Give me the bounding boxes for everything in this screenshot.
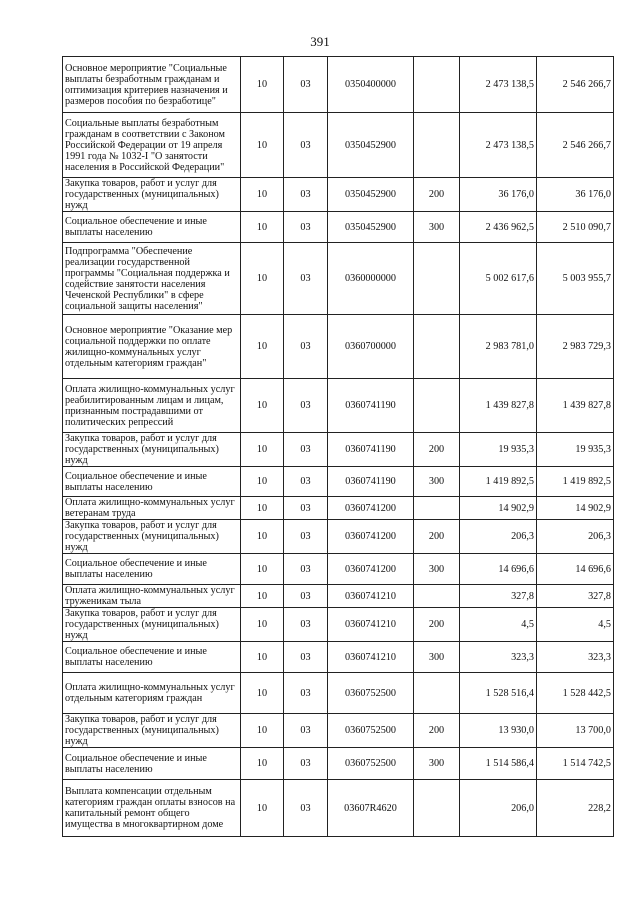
- row-description: Закупка товаров, работ и услуг для государственных (муниципальных) нужд: [63, 714, 241, 748]
- table-row: [63, 585, 614, 608]
- amount-year-2: 36 176,0: [537, 178, 614, 212]
- amount-year-2: 1 528 442,5: [537, 673, 614, 714]
- row-description: Закупка товаров, работ и услуг для государственных (муниципальных) нужд: [63, 520, 241, 554]
- section-code: 10: [241, 714, 284, 748]
- expense-type-code: 300: [414, 467, 460, 497]
- expense-type-code: [414, 243, 460, 315]
- amount-year-1: 1 419 892,5: [460, 467, 537, 497]
- section-code: 10: [241, 585, 284, 608]
- section-code: 10: [241, 57, 284, 113]
- section-code: 10: [241, 520, 284, 554]
- target-article-code: 0360741210: [328, 642, 414, 673]
- row-description: Основное мероприятие "Социальные выплаты безработным гражданам и оптимизация критериев назначения и размеров пособия по безработице": [63, 57, 241, 113]
- subsection-code: 03: [284, 554, 328, 585]
- expense-type-code: [414, 57, 460, 113]
- target-article-code: 0360741190: [328, 467, 414, 497]
- table-row: [63, 433, 614, 467]
- table-row: [63, 243, 614, 315]
- subsection-code: 03: [284, 467, 328, 497]
- table-row: [63, 554, 614, 585]
- section-code: 10: [241, 113, 284, 178]
- target-article-code: 0360741190: [328, 433, 414, 467]
- row-description: Социальное обеспечение и иные выплаты населению: [63, 748, 241, 780]
- amount-year-2: 1 514 742,5: [537, 748, 614, 780]
- expense-type-code: [414, 497, 460, 520]
- target-article-code: 0360741210: [328, 585, 414, 608]
- target-article-code: 0350452900: [328, 178, 414, 212]
- amount-year-2: 2 510 090,7: [537, 212, 614, 243]
- subsection-code: 03: [284, 243, 328, 315]
- table-body: [63, 57, 614, 837]
- section-code: 10: [241, 212, 284, 243]
- target-article-code: 0360700000: [328, 315, 414, 379]
- row-description: Оплата жилищно-коммунальных услуг труженикам тыла: [63, 585, 241, 608]
- row-description: Основное мероприятие "Оказание мер социальной поддержки по оплате жилищно-коммунальных услуг отдельным категориям граждан": [63, 315, 241, 379]
- row-description: Закупка товаров, работ и услуг для государственных (муниципальных) нужд: [63, 178, 241, 212]
- amount-year-1: 2 473 138,5: [460, 113, 537, 178]
- subsection-code: 03: [284, 642, 328, 673]
- subsection-code: 03: [284, 608, 328, 642]
- section-code: 10: [241, 315, 284, 379]
- section-code: 10: [241, 780, 284, 837]
- target-article-code: 0360741210: [328, 608, 414, 642]
- amount-year-1: 5 002 617,6: [460, 243, 537, 315]
- table-row: [63, 379, 614, 433]
- table-row: [63, 714, 614, 748]
- budget-table: [62, 56, 614, 837]
- amount-year-1: 14 902,9: [460, 497, 537, 520]
- amount-year-1: 1 514 586,4: [460, 748, 537, 780]
- row-description: Социальное обеспечение и иные выплаты населению: [63, 212, 241, 243]
- amount-year-2: 14 902,9: [537, 497, 614, 520]
- amount-year-1: 1 528 516,4: [460, 673, 537, 714]
- expense-type-code: [414, 585, 460, 608]
- table-row: [63, 673, 614, 714]
- table-row: [63, 113, 614, 178]
- expense-type-code: 300: [414, 212, 460, 243]
- amount-year-1: 2 436 962,5: [460, 212, 537, 243]
- amount-year-2: 206,3: [537, 520, 614, 554]
- section-code: 10: [241, 243, 284, 315]
- amount-year-1: 36 176,0: [460, 178, 537, 212]
- expense-type-code: [414, 315, 460, 379]
- subsection-code: 03: [284, 113, 328, 178]
- expense-type-code: 200: [414, 608, 460, 642]
- row-description: Оплата жилищно-коммунальных услуг реабилитированным лицам и лицам, признанным пострадавшими от политических репрессий: [63, 379, 241, 433]
- subsection-code: 03: [284, 780, 328, 837]
- target-article-code: 0360741200: [328, 520, 414, 554]
- amount-year-2: 1 439 827,8: [537, 379, 614, 433]
- target-article-code: 03607R4620: [328, 780, 414, 837]
- table-row: [63, 212, 614, 243]
- row-description: Социальное обеспечение и иные выплаты населению: [63, 467, 241, 497]
- amount-year-2: 4,5: [537, 608, 614, 642]
- amount-year-2: 2 546 266,7: [537, 113, 614, 178]
- table-row: [63, 497, 614, 520]
- expense-type-code: [414, 780, 460, 837]
- subsection-code: 03: [284, 57, 328, 113]
- row-description: Закупка товаров, работ и услуг для государственных (муниципальных) нужд: [63, 433, 241, 467]
- row-description: Выплата компенсации отдельным категориям граждан оплаты взносов на капитальный ремонт общего имущества в многоквартирном доме: [63, 780, 241, 837]
- target-article-code: 0360752500: [328, 714, 414, 748]
- section-code: 10: [241, 467, 284, 497]
- row-description: Оплата жилищно-коммунальных услуг ветеранам труда: [63, 497, 241, 520]
- expense-type-code: [414, 673, 460, 714]
- amount-year-2: 228,2: [537, 780, 614, 837]
- expense-type-code: 300: [414, 554, 460, 585]
- subsection-code: 03: [284, 379, 328, 433]
- row-description: Подпрограмма "Обеспечение реализации государственной программы "Социальная поддержка и содействие занятости населения Чеченской Республики" в сфере социальной защиты населения": [63, 243, 241, 315]
- target-article-code: 0350400000: [328, 57, 414, 113]
- subsection-code: 03: [284, 520, 328, 554]
- table-row: [63, 315, 614, 379]
- amount-year-2: 323,3: [537, 642, 614, 673]
- amount-year-2: 327,8: [537, 585, 614, 608]
- section-code: 10: [241, 748, 284, 780]
- subsection-code: 03: [284, 673, 328, 714]
- section-code: 10: [241, 673, 284, 714]
- target-article-code: 0350452900: [328, 212, 414, 243]
- amount-year-1: 19 935,3: [460, 433, 537, 467]
- row-description: Социальное обеспечение и иные выплаты населению: [63, 554, 241, 585]
- table-row: [63, 178, 614, 212]
- section-code: 10: [241, 497, 284, 520]
- target-article-code: 0360741190: [328, 379, 414, 433]
- amount-year-1: 206,3: [460, 520, 537, 554]
- section-code: 10: [241, 608, 284, 642]
- table-row: [63, 57, 614, 113]
- amount-year-2: 2 983 729,3: [537, 315, 614, 379]
- amount-year-1: 13 930,0: [460, 714, 537, 748]
- row-description: Оплата жилищно-коммунальных услуг отдельным категориям граждан: [63, 673, 241, 714]
- table-row: [63, 642, 614, 673]
- expense-type-code: 200: [414, 520, 460, 554]
- amount-year-1: 1 439 827,8: [460, 379, 537, 433]
- subsection-code: 03: [284, 714, 328, 748]
- subsection-code: 03: [284, 748, 328, 780]
- subsection-code: 03: [284, 433, 328, 467]
- amount-year-2: 19 935,3: [537, 433, 614, 467]
- row-description: Социальные выплаты безработным гражданам в соответствии с Законом Российской Федерации от 19 апреля 1991 года № 1032-I "О занятости населения в Российской Федерации": [63, 113, 241, 178]
- subsection-code: 03: [284, 585, 328, 608]
- subsection-code: 03: [284, 497, 328, 520]
- amount-year-1: 2 983 781,0: [460, 315, 537, 379]
- expense-type-code: 300: [414, 642, 460, 673]
- amount-year-2: 1 419 892,5: [537, 467, 614, 497]
- page-number: 391: [310, 34, 330, 49]
- table-row: [63, 780, 614, 837]
- expense-type-code: 200: [414, 178, 460, 212]
- subsection-code: 03: [284, 315, 328, 379]
- target-article-code: 0350452900: [328, 113, 414, 178]
- table-row: [63, 748, 614, 780]
- amount-year-1: 206,0: [460, 780, 537, 837]
- amount-year-2: 13 700,0: [537, 714, 614, 748]
- table-row: [63, 608, 614, 642]
- subsection-code: 03: [284, 178, 328, 212]
- amount-year-1: 327,8: [460, 585, 537, 608]
- table-row: [63, 520, 614, 554]
- row-description: Закупка товаров, работ и услуг для государственных (муниципальных) нужд: [63, 608, 241, 642]
- amount-year-2: 2 546 266,7: [537, 57, 614, 113]
- section-code: 10: [241, 178, 284, 212]
- row-description: Социальное обеспечение и иные выплаты населению: [63, 642, 241, 673]
- amount-year-1: 323,3: [460, 642, 537, 673]
- amount-year-1: 14 696,6: [460, 554, 537, 585]
- section-code: 10: [241, 554, 284, 585]
- target-article-code: 0360752500: [328, 748, 414, 780]
- target-article-code: 0360752500: [328, 673, 414, 714]
- amount-year-1: 2 473 138,5: [460, 57, 537, 113]
- expense-type-code: 200: [414, 714, 460, 748]
- target-article-code: 0360000000: [328, 243, 414, 315]
- amount-year-1: 4,5: [460, 608, 537, 642]
- section-code: 10: [241, 433, 284, 467]
- table-row: [63, 467, 614, 497]
- target-article-code: 0360741200: [328, 554, 414, 585]
- expense-type-code: 300: [414, 748, 460, 780]
- section-code: 10: [241, 642, 284, 673]
- amount-year-2: 5 003 955,7: [537, 243, 614, 315]
- subsection-code: 03: [284, 212, 328, 243]
- amount-year-2: 14 696,6: [537, 554, 614, 585]
- expense-type-code: [414, 113, 460, 178]
- section-code: 10: [241, 379, 284, 433]
- expense-type-code: [414, 379, 460, 433]
- target-article-code: 0360741200: [328, 497, 414, 520]
- expense-type-code: 200: [414, 433, 460, 467]
